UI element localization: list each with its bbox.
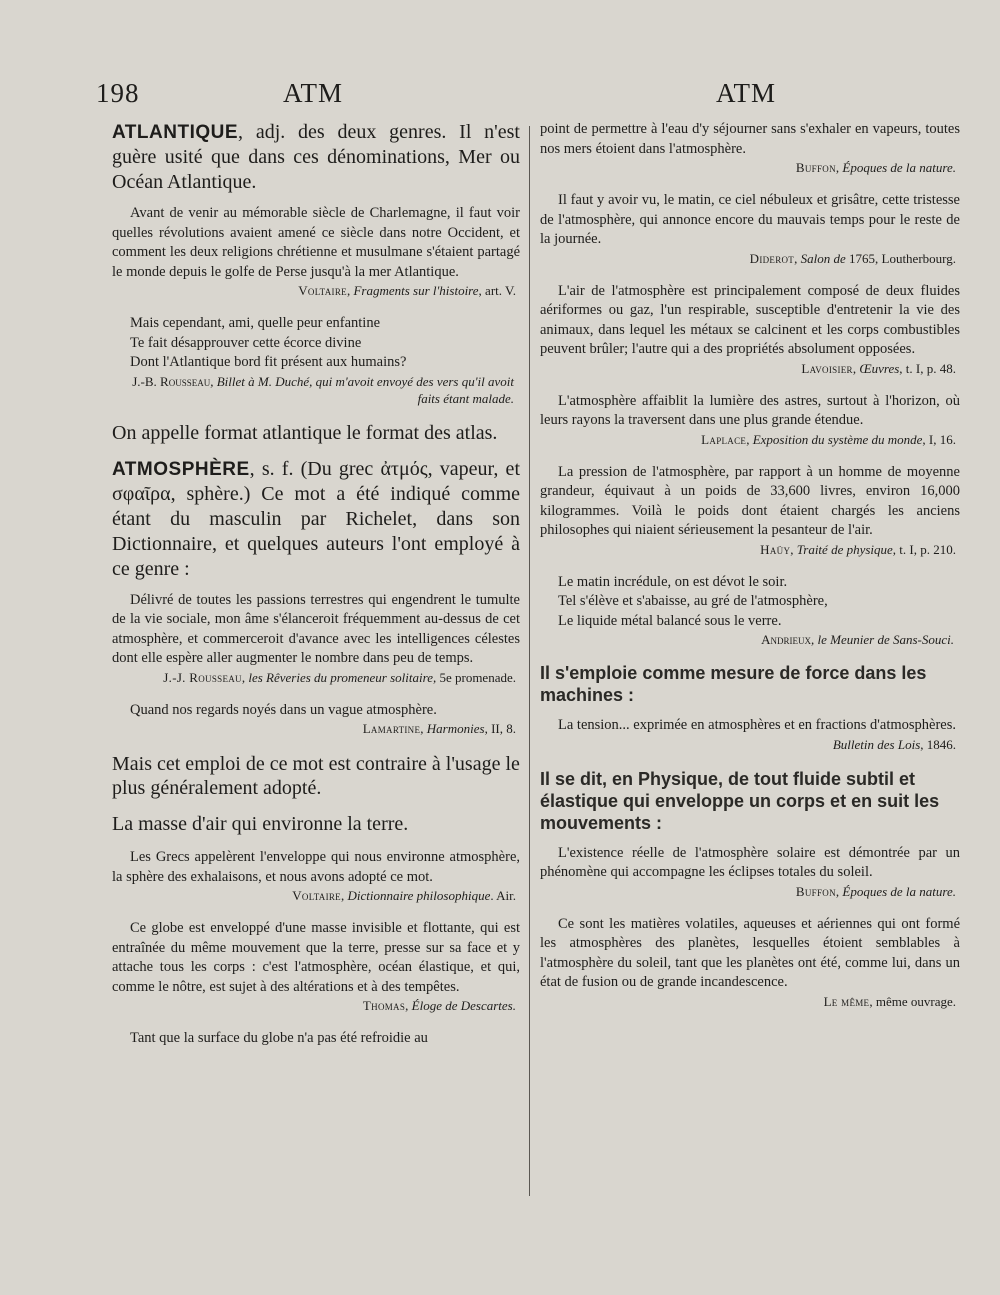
running-header bbox=[0, 78, 1000, 118]
usage-note: Mais cet emploi de ce mot est contraire à l'usage le plus généralement adopté. bbox=[112, 753, 520, 799]
citation-source: Lavoisier, Œuvres, t. I, p. 48. bbox=[801, 360, 956, 376]
citation-text: Les Grecs appelèrent l'enveloppe qui nous environne atmosphère, la sphère des exhalaisons, et nous avons adopté ce mot. bbox=[112, 849, 520, 885]
headword: ATMOSPHÈRE bbox=[112, 458, 250, 480]
verse-line: Te fait désapprouver cette écorce divine bbox=[130, 334, 362, 351]
verse-quote bbox=[112, 314, 520, 373]
page-number: 198 bbox=[96, 78, 140, 108]
citation-source: Andrieux, le Meunier de Sans-Souci. bbox=[761, 632, 954, 647]
citation-text: Délivré de toutes les passions terrestres qui engendrent le tumulte de la vie sociale, mon âme s'élanceroit fréquemment au-dessus de cet atmosphère, et commerceroit d'avance avec les intelligences célestes dont elle espère aller augmenter le nombre dans peu de temps. bbox=[112, 591, 520, 666]
verse-line: Le liquide métal balancé sous le verre. bbox=[558, 612, 782, 629]
citation-text: point de permettre à l'eau d'y séjourner sans s'exhaler en vapeurs, toutes nos mers étoient dans l'atmosphère. bbox=[540, 121, 960, 157]
citation-text: La pression de l'atmosphère, par rapport à un homme de moyenne grandeur, équivaut à un poids de 33,600 livres, environ 16,000 kilogrammes. Voilà le poids dont étaient chargés les anciens philosophes qui niaient sérieusement la pesanteur de l'air. bbox=[540, 463, 960, 538]
citation-source: Buffon, Époques de la nature. bbox=[795, 160, 956, 175]
verse-line: Mais cependant, ami, quelle peur enfantine bbox=[130, 315, 381, 331]
entry-definition: , adj. des deux genres. Il n'est guère usité que dans ces dénominations, Mer ou Océan Atlantique. bbox=[112, 121, 520, 193]
citation-text: Ce globe est enveloppé d'une masse invisible et flottante, qui est entraînée du même mouvement que la terre, presse sur sa face et y attache tous les corps : c'est l'atmosphère, océan élastique, et qui, comme le nôtre, est sujet à des altérations et à des tempêtes. bbox=[112, 920, 520, 995]
citation-source: Buffon, Époques de la nature. bbox=[795, 883, 956, 899]
verse-line: Dont l'Atlantique bord fit présent aux humains? bbox=[130, 354, 407, 370]
citation-text: L'atmosphère affaiblit la lumière des astres, surtout à l'horizon, où leurs rayons la traversent dans une plus grande étendue. bbox=[540, 392, 960, 428]
citation-source: Thomas, Éloge de Descartes. bbox=[362, 998, 516, 1013]
citation-source: Lamartine, Harmonies, II, 8. bbox=[362, 721, 516, 736]
citation-text: Quand nos regards noyés dans un vague atmosphère. bbox=[130, 701, 437, 718]
entry-atmosphere bbox=[112, 457, 520, 582]
definition-format: On appelle format atlantique le format des atlas. bbox=[112, 421, 498, 444]
entry-definition: , s. f. (Du grec ἀτμός, vapeur, et σφαῖρα, sphère.) Ce mot a été indiqué comme étant du masculin par Richelet, dans son Dictionnaire, et quelques auteurs l'ont employé à ce genre : bbox=[112, 457, 520, 580]
citation-text: La tension... exprimée en atmosphères et en fractions d'atmosphères. bbox=[558, 717, 957, 733]
left-running-head: ATM bbox=[283, 78, 344, 108]
citation-text: Avant de venir au mémorable siècle de Charlemagne, il faut voir quelles révolutions avaient amené ce siècle dans notre Occident, et comment les deux religions chrétienne et musulmane s'étaient partagé le monde depuis le golfe de Perse jusqu'à la mer Atlantique. bbox=[112, 205, 520, 280]
left-column bbox=[112, 120, 520, 1049]
citation-source: Voltaire, Fragments sur l'histoire, art. V. bbox=[298, 283, 516, 298]
entry-atlantique bbox=[112, 120, 520, 195]
citation-source: J.-J. Rousseau, les Rêveries du promeneur solitaire, 5e promenade. bbox=[163, 669, 516, 685]
citation-text: L'existence réelle de l'atmosphère solaire est démontrée par un phénomène qui accompagne les éclipses totales du soleil. bbox=[540, 844, 960, 880]
column-divider bbox=[529, 126, 530, 1196]
definition-masse: La masse d'air qui environne la terre. bbox=[112, 813, 409, 835]
citation-source: Laplace, Exposition du système du monde, I, 16. bbox=[701, 431, 956, 447]
right-column bbox=[540, 120, 960, 1025]
sense-physique: Il se dit, en Physique, de tout fluide subtil et élastique qui enveloppe un corps et en suit les mouvements : bbox=[540, 768, 940, 833]
citation-text: Il faut y avoir vu, le matin, ce ciel nébuleux et grisâtre, cette tristesse de l'atmosphère, qui annonce encore du mauvais temps pour le reste de la journée. bbox=[540, 192, 960, 247]
right-running-head: ATM bbox=[716, 78, 777, 108]
headword: ATLANTIQUE bbox=[112, 122, 239, 143]
verse-line: Tel s'élève et s'abaisse, au gré de l'atmosphère, bbox=[558, 593, 828, 609]
citation-text: Tant que la surface du globe n'a pas été refroidie au bbox=[130, 1030, 428, 1046]
verse-quote bbox=[540, 573, 960, 632]
sense-force: Il s'emploie comme mesure de force dans les machines : bbox=[540, 663, 927, 705]
citation-source: J.-B. Rousseau, Billet à M. Duché, qui m'avoit envoyé des vers qu'il avoit faits étant malade. bbox=[132, 373, 514, 406]
citation-text: Ce sont les matières volatiles, aqueuses et aériennes qui ont formé les atmosphères des planètes, lesquelles étoient semblables à l'atmosphère du soleil, tant que les planètes ont été, comme lui, dans un état de fusion ou de grande incandescence. bbox=[540, 915, 960, 990]
verse-line: Le matin incrédule, on est dévot le soir. bbox=[558, 573, 788, 590]
citation-source: Bulletin des Lois, 1846. bbox=[832, 736, 956, 752]
citation-text: L'air de l'atmosphère est principalement composé de deux fluides aériformes ou gaz, l'un respirable, susceptible d'entretenir la vie des animaux, dans lequel les métaux se calcinent et les corps combustibles peuvent brûler; l'autre qui a des propriétés absolument opposées. bbox=[540, 282, 960, 357]
citation-source: Le même, même ouvrage. bbox=[823, 993, 956, 1009]
citation-source: Diderot, Salon de 1765, Loutherbourg. bbox=[749, 250, 956, 266]
citation-source: Haüy, Traité de physique, t. I, p. 210. bbox=[760, 541, 956, 557]
citation-source: Voltaire, Dictionnaire philosophique. Air. bbox=[292, 888, 516, 903]
